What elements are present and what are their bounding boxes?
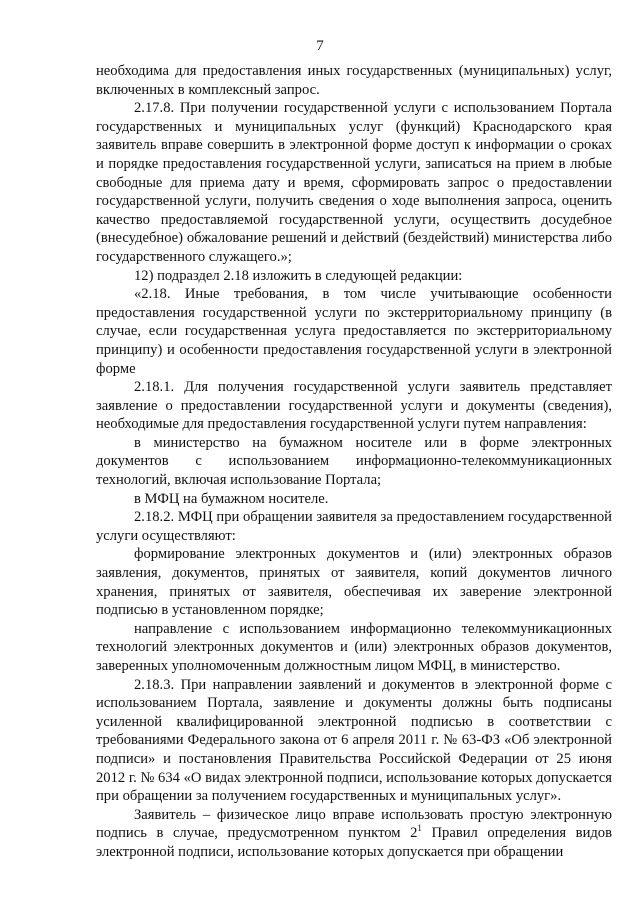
paragraph-2-18: «2.18. Иные требования, в том числе учитывающие особенности предоставления государственной услуги по экстерриториальному принципу (в случае, если государственная услуга предоставляется по экстерриториальному принципу) и особенности предоставления государственной услуги в электронной форме xyxy=(96,286,612,377)
simple-signature-text-end: Правил определения видов электронной подписи, использование которых допускается при обращении xyxy=(96,825,612,860)
paragraph-document-sending: направление с использованием информационно телекоммуникационных технологий электронных документов и (или) электронных образов документов, заверенных уполномоченным должностным лицом МФЦ, в министерство. xyxy=(96,620,612,674)
paragraph-simple-signature xyxy=(96,806,612,862)
paragraph-mfc-submission: в МФЦ на бумажном носителе. xyxy=(134,490,329,507)
footnote-superscript: 1 xyxy=(417,823,422,834)
document-body xyxy=(96,62,612,862)
paragraph-2-17-8: 2.17.8. При получении государственной услуги с использованием Портала государственных и муниципальных услуг (функций) Краснодарского края заявитель вправе совершить в электронной форме доступ к информации о сроках и порядке предоставления государственной услуги, записаться на прием в любые свободные для приема дату и время, сформировать запрос о предоставлении государственной услуги, получить сведения о ходе выполнения запроса, оценить качество предоставляемой государственной услуги, осуществить досудебное (внесудебное) обжалование решений и действий (бездействий) министерства либо государственного служащего.»; xyxy=(96,100,612,265)
paragraph-2-18-1: 2.18.1. Для получения государственной услуги заявитель представляет заявление о предоставлении государственной услуги и документы (сведения), необходимые для предоставления государственной услуги путем направления: xyxy=(96,379,612,433)
page-number: 7 xyxy=(316,38,324,54)
simple-signature-text-start: Заявитель – физическое лицо вправе использовать простую электронную подпись в случае, предусмотренном пунктом 2 xyxy=(96,806,612,842)
paragraph-continuation: необходима для предоставления иных государственных (муниципальных) услуг, включенных в комплексный запрос. xyxy=(96,63,612,98)
paragraph-ministry-submission: в министерство на бумажном носителе или в форме электронных документов с использованием информационно-телекоммуникационных технологий, включая использование Портала; xyxy=(96,434,612,489)
paragraph-2-18-2: 2.18.2. МФЦ при обращении заявителя за предоставлением государственной услуги осуществляют: xyxy=(96,509,612,544)
paragraph-document-formation: формирование электронных документов и (или) электронных образов заявления, документов, принятых от заявителя, копий документов личного хранения, принятых от заявителя, обеспечивая их заверение электронной подписью в установленном порядке; xyxy=(96,546,612,619)
paragraph-item-12: 12) подраздел 2.18 изложить в следующей редакции: xyxy=(134,267,463,284)
paragraph-2-18-3: 2.18.3. При направлении заявлений и документов в электронной форме с использованием Портала, заявление и документы должны быть подписаны усиленной квалифицированной электронной подписью в соответствии с требованиями Федерального закона от 6 апреля 2011 г. № 63-ФЗ «Об электронной подписи» и постановления Правительства Российской Федерации от 25 июня 2012 г. № 634 «О видах электронной подписи, использование которых допускается при обращении за получением государственных и муниципальных услуг». xyxy=(96,676,613,805)
